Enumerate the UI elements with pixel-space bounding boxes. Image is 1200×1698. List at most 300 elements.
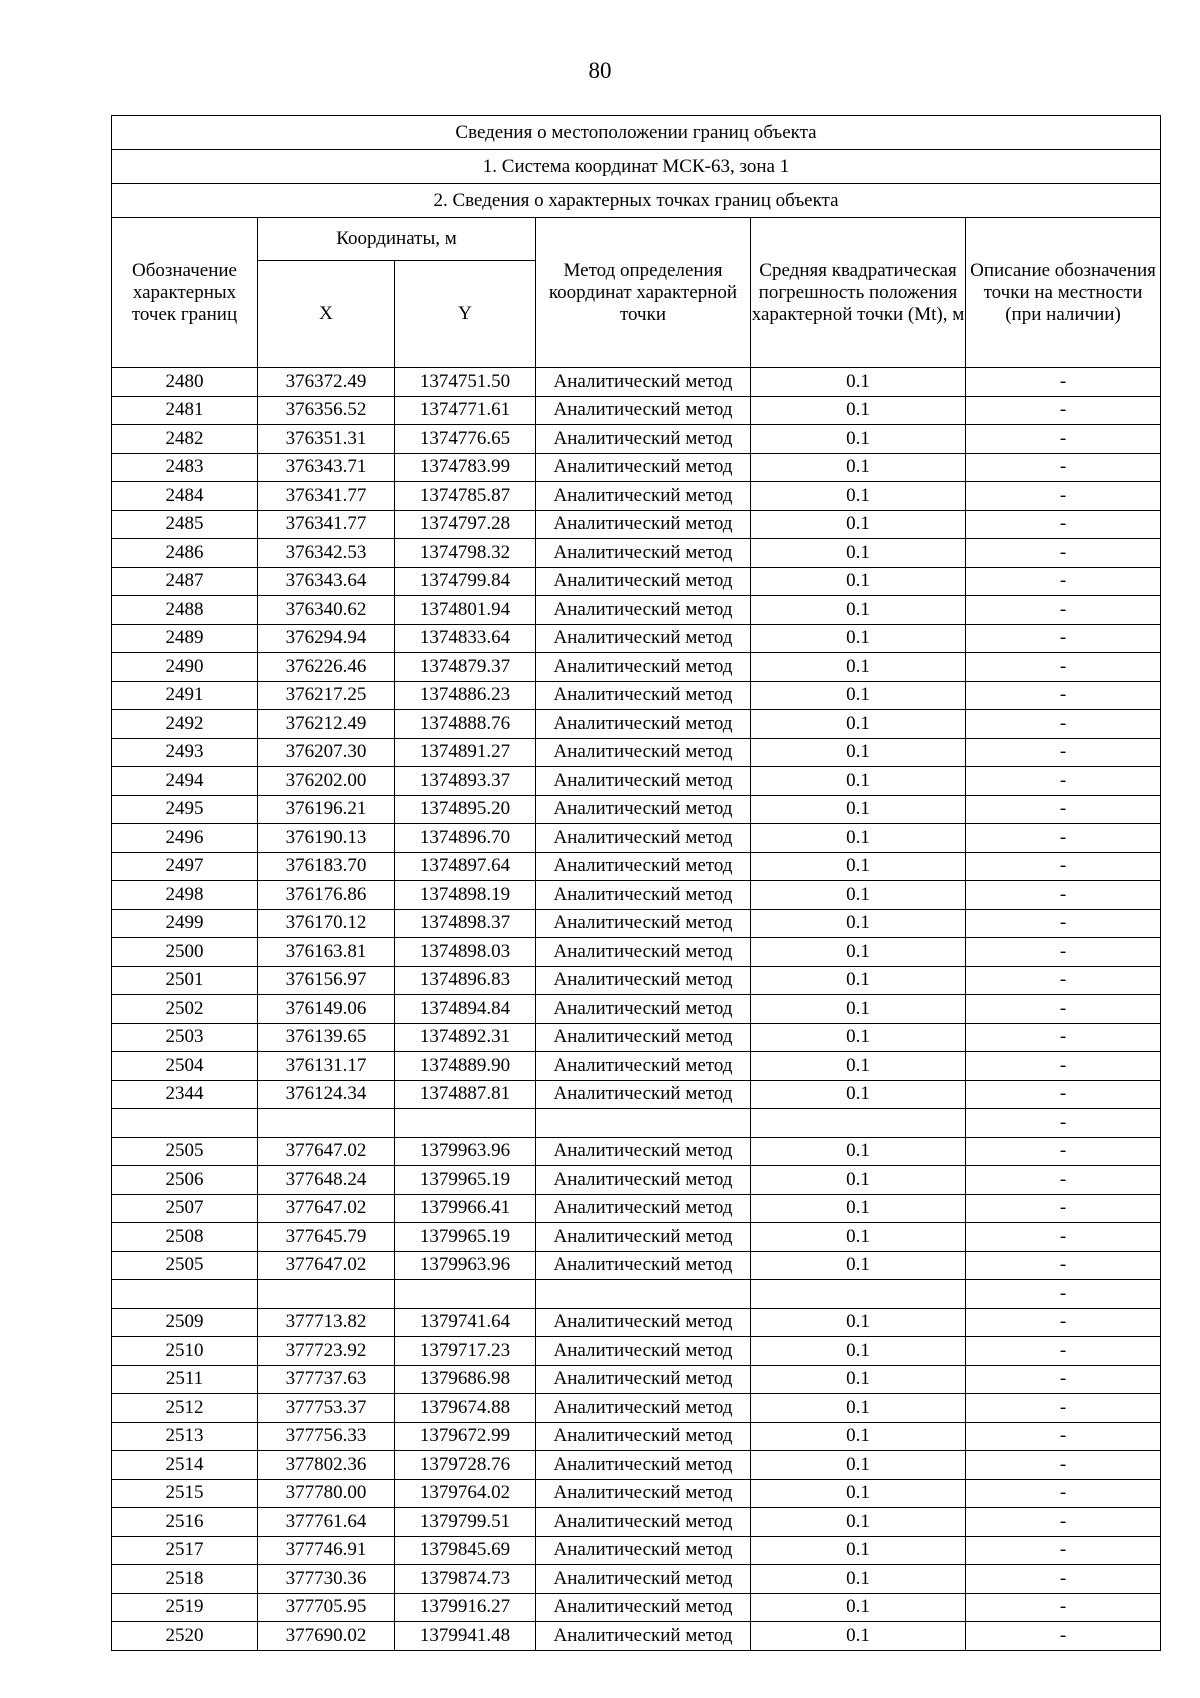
banner-row <box>112 184 1161 218</box>
cell-y: 1379686.98 <box>395 1365 536 1394</box>
cell-x: 377756.33 <box>258 1422 395 1451</box>
cell-y: 1379764.02 <box>395 1479 536 1508</box>
cell-point: 2495 <box>112 795 258 824</box>
cell-description: - <box>966 1479 1161 1508</box>
cell-mt: 0.1 <box>751 1023 966 1052</box>
cell-y: 1379674.88 <box>395 1394 536 1423</box>
cell-description: - <box>966 482 1161 511</box>
cell-point: 2496 <box>112 824 258 853</box>
banner-row <box>112 116 1161 150</box>
cell-x: 376340.62 <box>258 596 395 625</box>
cell-description: - <box>966 738 1161 767</box>
cell-y: 1374888.76 <box>395 710 536 739</box>
cell-method: Аналитический метод <box>536 1166 751 1195</box>
header-description: Описание обозначения точки на местности (при наличии) <box>966 218 1161 368</box>
table-row <box>112 767 1161 796</box>
cell-mt: 0.1 <box>751 425 966 454</box>
cell-x: 376343.71 <box>258 453 395 482</box>
cell-point: 2504 <box>112 1052 258 1081</box>
table-row <box>112 1422 1161 1451</box>
cell-description: - <box>966 1080 1161 1109</box>
cell-point: 2502 <box>112 995 258 1024</box>
page-number: 80 <box>588 58 612 83</box>
cell-x: 377730.36 <box>258 1565 395 1594</box>
cell-y: 1379741.64 <box>395 1308 536 1337</box>
cell-point: 2516 <box>112 1508 258 1537</box>
table-row <box>112 1536 1161 1565</box>
cell-mt: 0.1 <box>751 1251 966 1280</box>
cell-point: 2490 <box>112 653 258 682</box>
cell-y <box>395 1280 536 1309</box>
cell-description: - <box>966 1508 1161 1537</box>
cell-point: 2514 <box>112 1451 258 1480</box>
cell-mt: 0.1 <box>751 995 966 1024</box>
cell-mt: 0.1 <box>751 1223 966 1252</box>
cell-method: Аналитический метод <box>536 567 751 596</box>
cell-mt: 0.1 <box>751 1194 966 1223</box>
cell-y: 1374896.83 <box>395 966 536 995</box>
cell-point: 2511 <box>112 1365 258 1394</box>
cell-mt: 0.1 <box>751 596 966 625</box>
cell-method: Аналитический метод <box>536 909 751 938</box>
cell-method: Аналитический метод <box>536 767 751 796</box>
table-row <box>112 738 1161 767</box>
cell-description: - <box>966 710 1161 739</box>
cell-description: - <box>966 1166 1161 1195</box>
cell-description: - <box>966 1394 1161 1423</box>
cell-y: 1374879.37 <box>395 653 536 682</box>
table-row <box>112 1251 1161 1280</box>
cell-method: Аналитический метод <box>536 1508 751 1537</box>
cell-point: 2506 <box>112 1166 258 1195</box>
cell-x: 376139.65 <box>258 1023 395 1052</box>
cell-description: - <box>966 539 1161 568</box>
cell-mt: 0.1 <box>751 852 966 881</box>
cell-y: 1379799.51 <box>395 1508 536 1537</box>
table-row <box>112 567 1161 596</box>
cell-x: 376207.30 <box>258 738 395 767</box>
cell-mt: 0.1 <box>751 1508 966 1537</box>
cell-x: 376294.94 <box>258 624 395 653</box>
cell-y: 1374887.81 <box>395 1080 536 1109</box>
cell-mt: 0.1 <box>751 1137 966 1166</box>
boundary-points-table <box>111 115 1161 1651</box>
cell-x: 377645.79 <box>258 1223 395 1252</box>
table-row <box>112 1023 1161 1052</box>
cell-method: Аналитический метод <box>536 1223 751 1252</box>
cell-method: Аналитический метод <box>536 966 751 995</box>
cell-method: Аналитический метод <box>536 1565 751 1594</box>
cell-method: Аналитический метод <box>536 1479 751 1508</box>
cell-mt: 0.1 <box>751 453 966 482</box>
cell-mt: 0.1 <box>751 567 966 596</box>
table-row <box>112 1109 1161 1138</box>
cell-mt: 0.1 <box>751 653 966 682</box>
cell-description: - <box>966 938 1161 967</box>
cell-y: 1374891.27 <box>395 738 536 767</box>
cell-x: 376343.64 <box>258 567 395 596</box>
cell-mt: 0.1 <box>751 966 966 995</box>
cell-description: - <box>966 1280 1161 1309</box>
cell-y: 1379963.96 <box>395 1251 536 1280</box>
table-row <box>112 1565 1161 1594</box>
cell-description: - <box>966 1194 1161 1223</box>
cell-description: - <box>966 1052 1161 1081</box>
cell-point: 2499 <box>112 909 258 938</box>
cell-method: Аналитический метод <box>536 1023 751 1052</box>
cell-point: 2483 <box>112 453 258 482</box>
table-row <box>112 624 1161 653</box>
table-row <box>112 596 1161 625</box>
cell-method: Аналитический метод <box>536 1337 751 1366</box>
cell-point <box>112 1280 258 1309</box>
cell-y: 1374895.20 <box>395 795 536 824</box>
cell-method: Аналитический метод <box>536 1308 751 1337</box>
cell-x: 376351.31 <box>258 425 395 454</box>
cell-x <box>258 1109 395 1138</box>
table-row <box>112 482 1161 511</box>
cell-x: 376372.49 <box>258 368 395 397</box>
cell-x: 377713.82 <box>258 1308 395 1337</box>
banner-row <box>112 150 1161 184</box>
cell-description: - <box>966 1251 1161 1280</box>
table-row <box>112 1080 1161 1109</box>
cell-mt: 0.1 <box>751 1565 966 1594</box>
cell-point: 2486 <box>112 539 258 568</box>
cell-mt: 0.1 <box>751 795 966 824</box>
cell-x: 377705.95 <box>258 1593 395 1622</box>
cell-x: 377647.02 <box>258 1194 395 1223</box>
cell-method: Аналитический метод <box>536 795 751 824</box>
cell-method: Аналитический метод <box>536 938 751 967</box>
table-row <box>112 710 1161 739</box>
cell-method: Аналитический метод <box>536 1451 751 1480</box>
cell-mt: 0.1 <box>751 1365 966 1394</box>
table-row <box>112 453 1161 482</box>
header-point: Обозначение характерных точек границ <box>112 218 258 368</box>
cell-y: 1379965.19 <box>395 1166 536 1195</box>
cell-description: - <box>966 966 1161 995</box>
cell-y: 1374889.90 <box>395 1052 536 1081</box>
cell-description: - <box>966 1593 1161 1622</box>
cell-mt: 0.1 <box>751 1337 966 1366</box>
cell-y: 1374897.64 <box>395 852 536 881</box>
cell-description: - <box>966 1622 1161 1651</box>
cell-method: Аналитический метод <box>536 1622 751 1651</box>
cell-point: 2519 <box>112 1593 258 1622</box>
table-row <box>112 1166 1161 1195</box>
cell-mt: 0.1 <box>751 1166 966 1195</box>
cell-description: - <box>966 1451 1161 1480</box>
cell-method: Аналитический метод <box>536 881 751 910</box>
table-row <box>112 1280 1161 1309</box>
cell-method: Аналитический метод <box>536 1137 751 1166</box>
cell-description: - <box>966 396 1161 425</box>
cell-description: - <box>966 767 1161 796</box>
cell-method: Аналитический метод <box>536 596 751 625</box>
cell-y: 1379966.41 <box>395 1194 536 1223</box>
cell-mt <box>751 1280 966 1309</box>
cell-point: 2520 <box>112 1622 258 1651</box>
cell-point: 2498 <box>112 881 258 910</box>
cell-x <box>258 1280 395 1309</box>
cell-description: - <box>966 824 1161 853</box>
cell-y: 1379728.76 <box>395 1451 536 1480</box>
cell-description: - <box>966 510 1161 539</box>
cell-method: Аналитический метод <box>536 1080 751 1109</box>
cell-description: - <box>966 1536 1161 1565</box>
cell-mt: 0.1 <box>751 909 966 938</box>
cell-y: 1379717.23 <box>395 1337 536 1366</box>
cell-description: - <box>966 1565 1161 1594</box>
cell-description: - <box>966 653 1161 682</box>
cell-mt: 0.1 <box>751 1451 966 1480</box>
cell-point: 2491 <box>112 681 258 710</box>
cell-x: 376356.52 <box>258 396 395 425</box>
cell-method: Аналитический метод <box>536 824 751 853</box>
cell-y: 1374892.31 <box>395 1023 536 1052</box>
cell-mt: 0.1 <box>751 482 966 511</box>
header-row <box>112 218 1161 261</box>
coordinate-system: 1. Система координат МСК-63, зона 1 <box>112 150 1161 184</box>
cell-mt: 0.1 <box>751 881 966 910</box>
cell-point: 2493 <box>112 738 258 767</box>
cell-point <box>112 1109 258 1138</box>
cell-method: Аналитический метод <box>536 482 751 511</box>
cell-x: 376196.21 <box>258 795 395 824</box>
cell-mt: 0.1 <box>751 1080 966 1109</box>
header-error: Средняя квадратическая погрешность положения характерной точки (Mt), м <box>751 218 966 368</box>
cell-mt: 0.1 <box>751 368 966 397</box>
table-row <box>112 1593 1161 1622</box>
table-row <box>112 1308 1161 1337</box>
cell-point: 2482 <box>112 425 258 454</box>
cell-description: - <box>966 1023 1161 1052</box>
table-row <box>112 1622 1161 1651</box>
cell-point: 2507 <box>112 1194 258 1223</box>
table-row <box>112 681 1161 710</box>
cell-point: 2510 <box>112 1337 258 1366</box>
cell-mt: 0.1 <box>751 938 966 967</box>
table-row <box>112 1508 1161 1537</box>
cell-x: 376217.25 <box>258 681 395 710</box>
cell-y: 1379963.96 <box>395 1137 536 1166</box>
cell-description: - <box>966 1137 1161 1166</box>
cell-x: 377761.64 <box>258 1508 395 1537</box>
cell-method: Аналитический метод <box>536 995 751 1024</box>
cell-method: Аналитический метод <box>536 653 751 682</box>
table-title: Сведения о местоположении границ объекта <box>112 116 1161 150</box>
cell-y: 1379874.73 <box>395 1565 536 1594</box>
cell-y: 1374798.32 <box>395 539 536 568</box>
cell-point: 2501 <box>112 966 258 995</box>
table-row <box>112 1223 1161 1252</box>
cell-mt: 0.1 <box>751 1536 966 1565</box>
cell-description: - <box>966 681 1161 710</box>
cell-point: 2517 <box>112 1536 258 1565</box>
cell-mt: 0.1 <box>751 539 966 568</box>
table-row <box>112 852 1161 881</box>
table-row <box>112 425 1161 454</box>
cell-x: 377723.92 <box>258 1337 395 1366</box>
cell-y: 1374898.03 <box>395 938 536 967</box>
cell-method: Аналитический метод <box>536 1536 751 1565</box>
cell-method: Аналитический метод <box>536 852 751 881</box>
table-row <box>112 881 1161 910</box>
cell-method: Аналитический метод <box>536 624 751 653</box>
cell-point: 2513 <box>112 1422 258 1451</box>
cell-point: 2484 <box>112 482 258 511</box>
cell-description: - <box>966 1337 1161 1366</box>
cell-x: 377780.00 <box>258 1479 395 1508</box>
cell-x: 377802.36 <box>258 1451 395 1480</box>
cell-point: 2500 <box>112 938 258 967</box>
cell-mt: 0.1 <box>751 1479 966 1508</box>
cell-x: 377647.02 <box>258 1251 395 1280</box>
cell-point: 2518 <box>112 1565 258 1594</box>
cell-method: Аналитический метод <box>536 1194 751 1223</box>
cell-description: - <box>966 567 1161 596</box>
cell-point: 2509 <box>112 1308 258 1337</box>
cell-mt: 0.1 <box>751 767 966 796</box>
table-row <box>112 909 1161 938</box>
cell-point: 2508 <box>112 1223 258 1252</box>
cell-point: 2505 <box>112 1137 258 1166</box>
cell-description: - <box>966 795 1161 824</box>
cell-x: 376190.13 <box>258 824 395 853</box>
cell-y: 1374751.50 <box>395 368 536 397</box>
cell-method <box>536 1280 751 1309</box>
cell-description: - <box>966 596 1161 625</box>
cell-mt: 0.1 <box>751 510 966 539</box>
cell-x: 376226.46 <box>258 653 395 682</box>
cell-mt: 0.1 <box>751 396 966 425</box>
cell-method: Аналитический метод <box>536 710 751 739</box>
cell-method: Аналитический метод <box>536 425 751 454</box>
cell-y: 1374886.23 <box>395 681 536 710</box>
cell-description: - <box>966 881 1161 910</box>
header-coordinates: Координаты, м <box>258 218 536 261</box>
header-method: Метод определения координат характерной точки <box>536 218 751 368</box>
cell-mt: 0.1 <box>751 1308 966 1337</box>
cell-method: Аналитический метод <box>536 396 751 425</box>
cell-mt: 0.1 <box>751 681 966 710</box>
cell-y: 1374898.19 <box>395 881 536 910</box>
cell-point: 2512 <box>112 1394 258 1423</box>
cell-x: 377690.02 <box>258 1622 395 1651</box>
cell-x: 376170.12 <box>258 909 395 938</box>
header-x: X <box>258 261 395 368</box>
cell-x: 377753.37 <box>258 1394 395 1423</box>
cell-description: - <box>966 995 1161 1024</box>
table-row <box>112 1479 1161 1508</box>
cell-x: 376212.49 <box>258 710 395 739</box>
table-row <box>112 1052 1161 1081</box>
cell-y: 1379672.99 <box>395 1422 536 1451</box>
cell-description: - <box>966 909 1161 938</box>
table-row <box>112 795 1161 824</box>
cell-method: Аналитический метод <box>536 453 751 482</box>
table-row <box>112 995 1161 1024</box>
cell-point: 2488 <box>112 596 258 625</box>
table-row <box>112 1337 1161 1366</box>
cell-y: 1379941.48 <box>395 1622 536 1651</box>
cell-mt: 0.1 <box>751 1422 966 1451</box>
cell-description: - <box>966 1308 1161 1337</box>
cell-mt <box>751 1109 966 1138</box>
cell-y: 1379845.69 <box>395 1536 536 1565</box>
cell-description: - <box>966 425 1161 454</box>
cell-mt: 0.1 <box>751 1593 966 1622</box>
cell-y: 1374894.84 <box>395 995 536 1024</box>
cell-point: 2480 <box>112 368 258 397</box>
cell-description: - <box>966 1109 1161 1138</box>
cell-description: - <box>966 1422 1161 1451</box>
cell-x: 376341.77 <box>258 510 395 539</box>
cell-method <box>536 1109 751 1138</box>
cell-y <box>395 1109 536 1138</box>
cell-point: 2515 <box>112 1479 258 1508</box>
header-y: Y <box>395 261 536 368</box>
cell-x: 376341.77 <box>258 482 395 511</box>
cell-method: Аналитический метод <box>536 1593 751 1622</box>
cell-mt: 0.1 <box>751 1052 966 1081</box>
cell-description: - <box>966 624 1161 653</box>
cell-y: 1374776.65 <box>395 425 536 454</box>
table-row <box>112 539 1161 568</box>
cell-x: 376124.34 <box>258 1080 395 1109</box>
cell-mt: 0.1 <box>751 624 966 653</box>
cell-y: 1374896.70 <box>395 824 536 853</box>
cell-point: 2481 <box>112 396 258 425</box>
cell-point: 2503 <box>112 1023 258 1052</box>
cell-description: - <box>966 368 1161 397</box>
cell-y: 1374799.84 <box>395 567 536 596</box>
cell-method: Аналитический метод <box>536 368 751 397</box>
cell-method: Аналитический метод <box>536 539 751 568</box>
cell-point: 2489 <box>112 624 258 653</box>
cell-x: 377746.91 <box>258 1536 395 1565</box>
cell-mt: 0.1 <box>751 824 966 853</box>
cell-x: 376163.81 <box>258 938 395 967</box>
table-row <box>112 653 1161 682</box>
cell-x: 376156.97 <box>258 966 395 995</box>
table-row <box>112 824 1161 853</box>
cell-y: 1374833.64 <box>395 624 536 653</box>
cell-x: 377737.63 <box>258 1365 395 1394</box>
cell-method: Аналитический метод <box>536 738 751 767</box>
table-row <box>112 1194 1161 1223</box>
table-row <box>112 396 1161 425</box>
cell-point: 2494 <box>112 767 258 796</box>
cell-description: - <box>966 852 1161 881</box>
table-row <box>112 1365 1161 1394</box>
cell-y: 1374898.37 <box>395 909 536 938</box>
cell-y: 1374771.61 <box>395 396 536 425</box>
cell-point: 2487 <box>112 567 258 596</box>
cell-x: 377648.24 <box>258 1166 395 1195</box>
cell-x: 376131.17 <box>258 1052 395 1081</box>
cell-y: 1379916.27 <box>395 1593 536 1622</box>
cell-y: 1374893.37 <box>395 767 536 796</box>
table-row <box>112 1451 1161 1480</box>
cell-method: Аналитический метод <box>536 1422 751 1451</box>
cell-x: 376149.06 <box>258 995 395 1024</box>
cell-mt: 0.1 <box>751 710 966 739</box>
cell-x: 377647.02 <box>258 1137 395 1166</box>
cell-method: Аналитический метод <box>536 510 751 539</box>
cell-point: 2505 <box>112 1251 258 1280</box>
